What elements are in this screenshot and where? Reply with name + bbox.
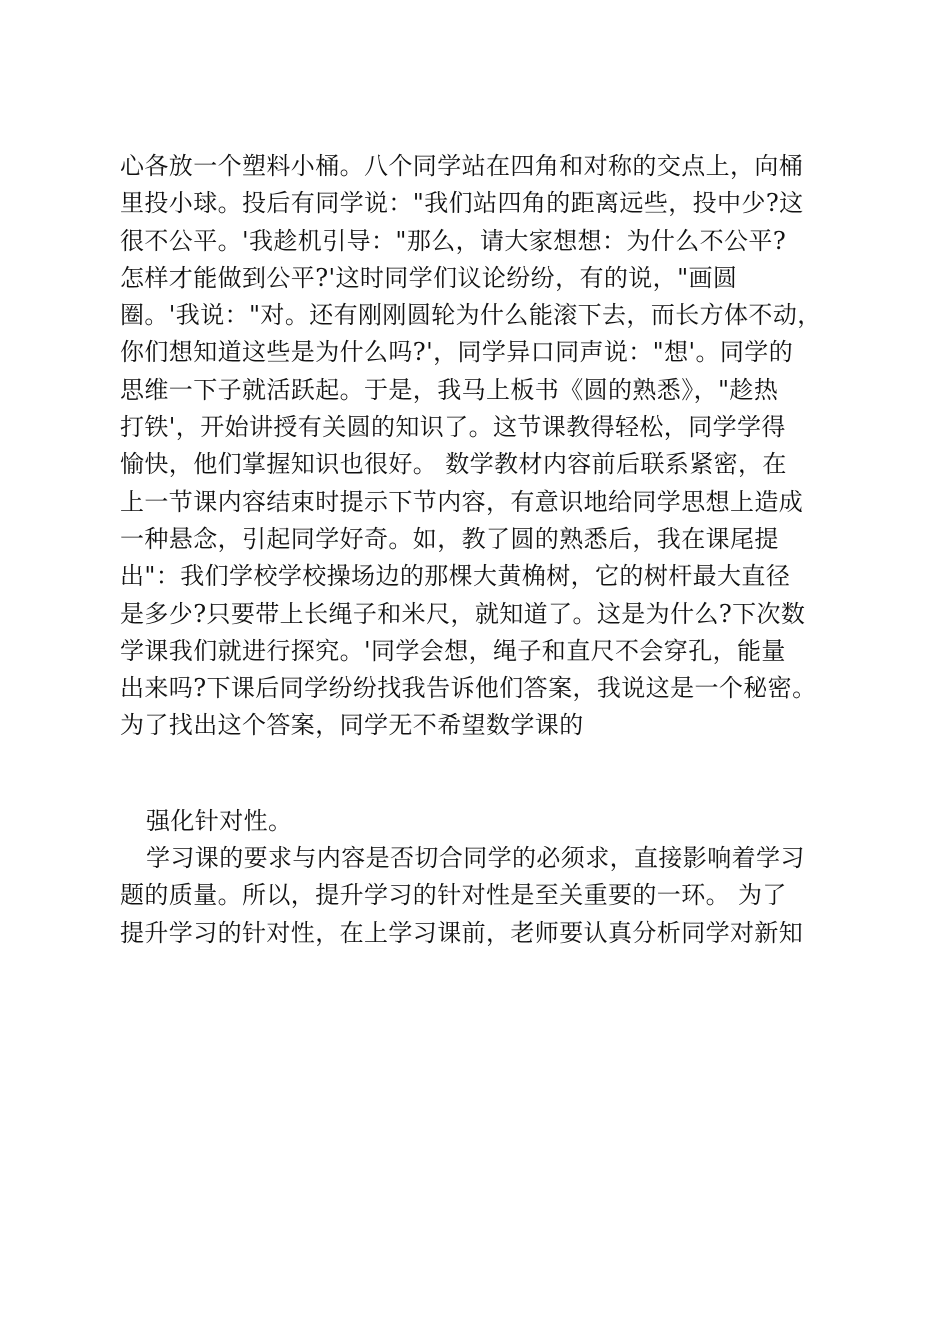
section-heading: 强化针对性。 <box>146 806 293 835</box>
document-page <box>120 148 840 952</box>
text-line: 愉快，他们掌握知识也很好。 数学教材内容前后联系紧密，在 <box>120 450 787 479</box>
text-line: 上一节课内容结束时提示下节内容，有意识地给同学思想上造成 <box>120 487 804 516</box>
text-line: 里投小球。投后有同学说："我们站四角的距离远些，投中少?这 <box>120 189 804 218</box>
text-line: 题的质量。所以，提升学习的针对性是至关重要的一环。 为了 <box>120 881 787 910</box>
paragraph-gap <box>120 745 840 803</box>
text-line: 思维一下子就活跃起。于是，我马上板书《圆的熟悉》，"趁热 <box>120 375 779 404</box>
text-line: 学课我们就进行探究。'同学会想，绳子和直尺不会穿孔，能量 <box>120 636 786 665</box>
text-line: 一种悬念，引起同学好奇。如，教了圆的熟悉后，我在课尾提 <box>120 524 779 553</box>
text-line: 很不公平。'我趁机引导："那么，请大家想想：为什么不公平? <box>120 226 787 255</box>
text-line: 怎样才能做到公平?'这时同学们议论纷纷，有的说，"画圆 <box>120 263 738 292</box>
text-line: 圈。'我说："对。还有刚刚圆轮为什么能滚下去，而长方体不动， <box>120 301 822 330</box>
text-line: 出"：我们学校学校操场边的那棵大黄桷树，它的树杆最大直径 <box>120 562 791 591</box>
text-line: 打铁'，开始讲授有关圆的知识了。这节课教得轻松，同学学得 <box>120 413 786 442</box>
text-line: 为了找出这个答案，同学无不希望数学课的 <box>120 711 584 740</box>
text-line: 出来吗?下课后同学纷纷找我告诉他们答案，我说这是一个秘密。 <box>120 674 817 703</box>
paragraph-1 <box>120 148 840 745</box>
text-line: 心各放一个塑料小桶。八个同学站在四角和对称的交点上，向桶 <box>120 152 804 180</box>
paragraph-2 <box>120 840 840 952</box>
text-line: 你们想知道这些是为什么吗?'，同学异口同声说："想'。同学的 <box>120 338 794 367</box>
text-line: 提升学习的针对性，在上学习课前，老师要认真分析同学对新知 <box>120 918 804 947</box>
text-line: 是多少?只要带上长绳子和米尺，就知道了。这是为什么?下次数 <box>120 599 806 628</box>
text-line: 学习课的要求与内容是否切合同学的必须求，直接影响着学习 <box>146 844 805 873</box>
